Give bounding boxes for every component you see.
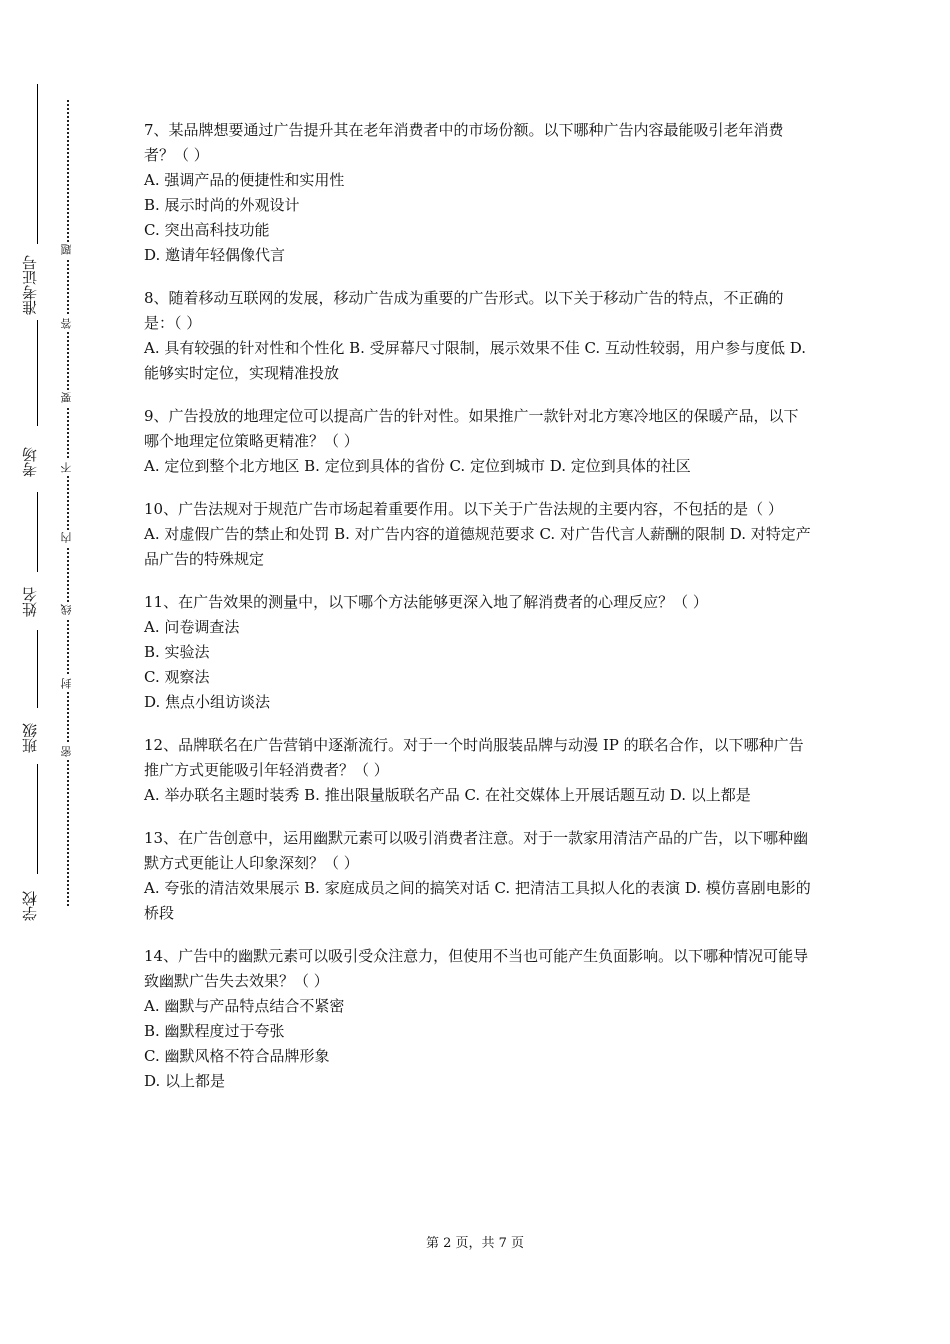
question-stem: 14、广告中的幽默元素可以吸引受众注意力，但使用不当也可能产生负面影响。以下哪种情况可能导致幽默广告失去效果？（ ） [144, 947, 809, 990]
question-11 [144, 590, 812, 715]
question-stem: 11、在广告效果的测量中，以下哪个方法能够更深入地了解消费者的心理反应？（ ） [144, 593, 708, 611]
options-inline: A. 夸张的清洁效果展示 B. 家庭成员之间的搞笑对话 C. 把清洁工具拟人化的表演 D. 模仿喜剧电影的桥段 [144, 879, 811, 922]
question-stem: 8、随着移动互联网的发展，移动广告成为重要的广告形式。以下关于移动广告的特点，不正确的是：（ ） [144, 289, 784, 332]
question-stem: 10、广告法规对于规范广告市场起着重要作用。以下关于广告法规的主要内容，不包括的是（ ） [144, 500, 783, 518]
question-7 [144, 118, 812, 268]
question-12 [144, 733, 812, 808]
fill-rule [37, 630, 38, 708]
question-stem: 7、某品牌想要通过广告提升其在老年消费者中的市场份额。以下哪种广告内容最能吸引老年消费者？（ ） [144, 121, 784, 164]
label-class: 班级 [21, 723, 39, 753]
options-inline: A. 举办联名主题时装秀 B. 推出限量版联名产品 C. 在社交媒体上开展话题互动 D. 以上都是 [144, 786, 751, 804]
label-exam-number: 准考证号 [21, 255, 39, 315]
question-14 [144, 944, 812, 1094]
option-d: D. 以上都是 [144, 1072, 226, 1090]
option-b: B. 幽默程度过于夸张 [144, 1022, 285, 1040]
option-d: D. 邀请年轻偶像代言 [144, 246, 286, 264]
question-9 [144, 404, 812, 479]
option-c: C. 突出高科技功能 [144, 221, 270, 239]
options-inline: A. 具有较强的针对性和个性化 B. 受屏幕尺寸限制，展示效果不佳 C. 互动性较弱，用户参与度低 D. 能够实时定位，实现精准投放 [144, 339, 806, 382]
option-a: A. 幽默与产品特点结合不紧密 [144, 997, 345, 1015]
seal-char: 封 [59, 676, 75, 692]
options-inline: A. 定位到整个北方地区 B. 定位到具体的省份 C. 定位到城市 D. 定位到具体的社区 [144, 457, 691, 475]
label-school: 学校 [21, 891, 39, 921]
fill-rule [37, 492, 38, 572]
question-stem: 12、品牌联名在广告营销中逐渐流行。对于一个时尚服装品牌与动漫 IP 的联名合作，以下哪种广告推广方式更能吸引年轻消费者？（ ） [144, 736, 804, 779]
binding-margin [0, 0, 100, 1344]
question-list [144, 118, 812, 1112]
label-exam-room: 考场 [21, 447, 39, 477]
seal-char: 密 [59, 744, 75, 760]
question-8 [144, 286, 812, 386]
option-b: B. 展示时尚的外观设计 [144, 196, 300, 214]
seal-char: 不 [59, 460, 75, 476]
fill-rule [37, 84, 38, 244]
seal-char: 要 [59, 390, 75, 406]
seal-char: 答 [59, 316, 75, 332]
seal-dotted-line [67, 100, 69, 906]
question-10 [144, 497, 812, 572]
question-13 [144, 826, 812, 926]
options-inline: A. 对虚假广告的禁止和处罚 B. 对广告内容的道德规范要求 C. 对广告代言人薪酬的限制 D. 对特定产品广告的特殊规定 [144, 525, 811, 568]
seal-char: 内 [59, 530, 75, 546]
seal-char: 线 [59, 602, 75, 618]
fill-rule [37, 320, 38, 426]
question-stem: 9、广告投放的地理定位可以提高广告的针对性。如果推广一款针对北方寒冷地区的保暖产品，以下哪个地理定位策略更精准？（ ） [144, 407, 799, 450]
option-c: C. 幽默风格不符合品牌形象 [144, 1047, 330, 1065]
page-number: 第 2 页，共 7 页 [425, 1236, 525, 1251]
option-c: C. 观察法 [144, 668, 210, 686]
question-stem: 13、在广告创意中，运用幽默元素可以吸引消费者注意。对于一款家用清洁产品的广告，以下哪种幽默方式更能让人印象深刻？（ ） [144, 829, 809, 872]
option-a: A. 问卷调查法 [144, 618, 240, 636]
seal-char: 题 [59, 242, 75, 258]
option-a: A. 强调产品的便捷性和实用性 [144, 171, 345, 189]
fill-rule [37, 764, 38, 874]
option-b: B. 实验法 [144, 643, 210, 661]
option-d: D. 焦点小组访谈法 [144, 693, 271, 711]
label-name: 姓名 [21, 587, 39, 617]
